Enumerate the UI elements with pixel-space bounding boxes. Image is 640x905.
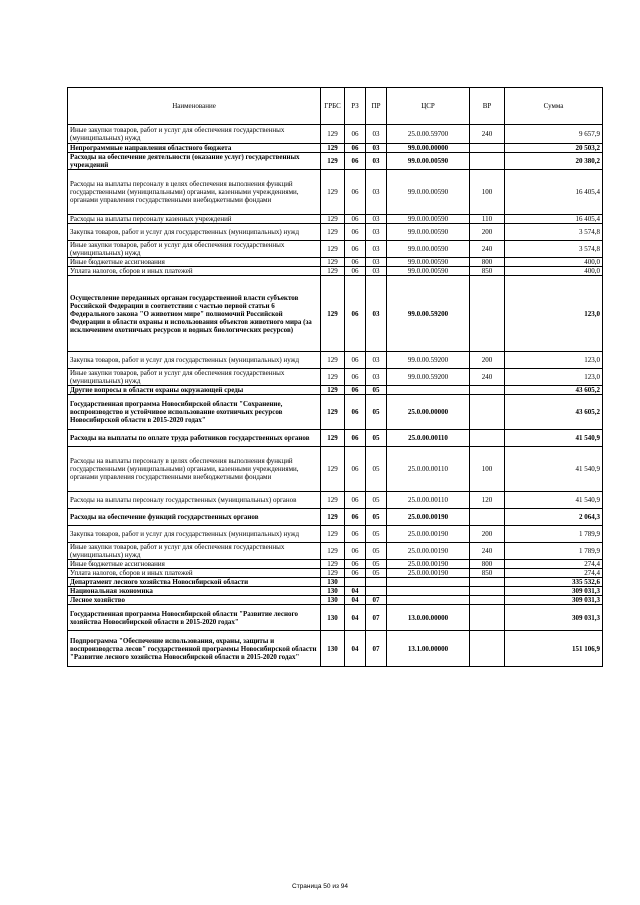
cell-vr	[470, 631, 505, 667]
cell-name: Расходы на выплаты персоналу казенных учреждений	[68, 215, 321, 224]
cell-name: Уплата налогов, сборов и иных платежей	[68, 569, 321, 578]
cell-sum: 41 540,9	[505, 430, 603, 447]
cell-sum: 16 405,4	[505, 170, 603, 215]
cell-pr: 03	[366, 369, 387, 386]
cell-grbs: 129	[321, 526, 345, 543]
table-row	[68, 509, 603, 526]
cell-grbs: 129	[321, 386, 345, 395]
cell-grbs: 129	[321, 153, 345, 170]
cell-grbs: 130	[321, 605, 345, 631]
cell-pr: 05	[366, 509, 387, 526]
cell-name: Другие вопросы в области охраны окружающей среды	[68, 386, 321, 395]
cell-vr: 240	[470, 241, 505, 258]
cell-grbs: 129	[321, 395, 345, 430]
cell-rz: 06	[345, 543, 366, 560]
cell-pr: 05	[366, 526, 387, 543]
cell-name: Расходы на выплаты персоналу в целях обеспечения выполнения функций государственными (муниципальными) органами, казенными учреждениями, органами управления государственными внебюджетными фондами	[68, 170, 321, 215]
cell-pr: 03	[366, 267, 387, 276]
cell-name: Закупка товаров, работ и услуг для государственных (муниципальных) нужд	[68, 526, 321, 543]
cell-csr: 25.0.00.59700	[387, 125, 470, 144]
cell-name: Лесное хозяйство	[68, 596, 321, 605]
cell-grbs: 129	[321, 125, 345, 144]
cell-name: Расходы на обеспечение функций государственных органов	[68, 509, 321, 526]
cell-vr: 800	[470, 560, 505, 569]
cell-vr: 200	[470, 352, 505, 369]
table-row	[68, 386, 603, 395]
cell-csr	[387, 587, 470, 596]
cell-name: Непрограммные направления областного бюджета	[68, 144, 321, 153]
table-row	[68, 605, 603, 631]
table-row	[68, 352, 603, 369]
cell-vr: 850	[470, 569, 505, 578]
cell-rz: 06	[345, 276, 366, 352]
cell-rz: 06	[345, 125, 366, 144]
cell-rz: 06	[345, 153, 366, 170]
cell-csr	[387, 386, 470, 395]
cell-grbs: 129	[321, 258, 345, 267]
cell-rz: 06	[345, 224, 366, 241]
cell-csr: 25.0.00.00190	[387, 543, 470, 560]
cell-name: Расходы на выплаты персоналу государственных (муниципальных) органов	[68, 492, 321, 509]
cell-pr	[366, 587, 387, 596]
cell-grbs: 129	[321, 267, 345, 276]
cell-sum: 43 605,2	[505, 386, 603, 395]
table-row	[68, 578, 603, 587]
cell-csr: 99.0.00.00000	[387, 144, 470, 153]
header-sum: Сумма	[505, 88, 603, 125]
cell-name: Иные бюджетные ассигнования	[68, 560, 321, 569]
cell-rz: 06	[345, 492, 366, 509]
cell-pr: 05	[366, 430, 387, 447]
cell-name: Иные закупки товаров, работ и услуг для обеспечения государственных (муниципальных) нужд	[68, 241, 321, 258]
cell-vr	[470, 605, 505, 631]
cell-name: Департамент лесного хозяйства Новосибирской области	[68, 578, 321, 587]
cell-csr: 99.0.00.00590	[387, 153, 470, 170]
header-vr: ВР	[470, 88, 505, 125]
cell-name: Национальная экономика	[68, 587, 321, 596]
cell-pr: 03	[366, 241, 387, 258]
cell-vr	[470, 276, 505, 352]
cell-vr	[470, 430, 505, 447]
cell-rz: 06	[345, 386, 366, 395]
cell-rz: 06	[345, 267, 366, 276]
cell-csr: 99.0.00.59200	[387, 369, 470, 386]
cell-rz: 06	[345, 258, 366, 267]
cell-grbs: 130	[321, 631, 345, 667]
cell-rz: 06	[345, 447, 366, 492]
cell-csr: 99.0.00.00590	[387, 258, 470, 267]
cell-rz: 06	[345, 526, 366, 543]
cell-sum: 123,0	[505, 352, 603, 369]
cell-vr	[470, 587, 505, 596]
cell-sum: 20 503,2	[505, 144, 603, 153]
cell-grbs: 129	[321, 543, 345, 560]
cell-vr	[470, 596, 505, 605]
cell-grbs: 129	[321, 241, 345, 258]
table-row	[68, 369, 603, 386]
cell-pr: 03	[366, 215, 387, 224]
cell-pr: 05	[366, 395, 387, 430]
cell-vr: 240	[470, 369, 505, 386]
budget-table	[67, 87, 603, 667]
cell-grbs: 129	[321, 352, 345, 369]
cell-sum: 2 064,3	[505, 509, 603, 526]
cell-pr: 03	[366, 170, 387, 215]
cell-pr: 03	[366, 352, 387, 369]
cell-csr: 99.0.00.00590	[387, 241, 470, 258]
cell-csr: 25.0.00.00110	[387, 492, 470, 509]
cell-pr: 07	[366, 596, 387, 605]
cell-pr: 05	[366, 386, 387, 395]
cell-name: Государственная программа Новосибирской области "Сохранение, воспроизводство и устойчивое использование охотничьих ресурсов Новосибирской области в 2015-2020 годах"	[68, 395, 321, 430]
cell-vr: 100	[470, 170, 505, 215]
cell-vr: 200	[470, 224, 505, 241]
cell-name: Осуществление переданных органам государственной власти субъектов Российской Федерации в соответствии с частью первой статьи 6 Федерального закона "О животном мире" полномочий Российской Федерации в области охраны и использования объектов животного мира (за исключением охотничьих ресурсов и водных биологических ресурсов)	[68, 276, 321, 352]
cell-name: Закупка товаров, работ и услуг для государственных (муниципальных) нужд	[68, 352, 321, 369]
cell-sum: 400,0	[505, 258, 603, 267]
cell-vr	[470, 578, 505, 587]
cell-pr: 05	[366, 560, 387, 569]
cell-csr: 25.0.00.00110	[387, 447, 470, 492]
cell-csr: 99.0.00.59200	[387, 352, 470, 369]
cell-pr: 03	[366, 153, 387, 170]
cell-rz: 06	[345, 369, 366, 386]
header-name: Наименование	[68, 88, 321, 125]
cell-rz: 06	[345, 241, 366, 258]
cell-rz: 06	[345, 430, 366, 447]
cell-csr: 99.0.00.00590	[387, 170, 470, 215]
cell-grbs: 129	[321, 276, 345, 352]
table-row	[68, 596, 603, 605]
cell-grbs: 129	[321, 447, 345, 492]
table-row	[68, 258, 603, 267]
table-row	[68, 224, 603, 241]
cell-csr: 99.0.00.00590	[387, 267, 470, 276]
cell-vr	[470, 144, 505, 153]
cell-rz: 06	[345, 144, 366, 153]
table-row	[68, 267, 603, 276]
cell-sum: 1 789,9	[505, 526, 603, 543]
table-row	[68, 153, 603, 170]
cell-name: Подпрограмма "Обеспечение использования, охраны, защиты и воспроизводства лесов" государственной программы Новосибирской области "Развитие лесного хозяйства Новосибирской области в 2015-2020 годах"	[68, 631, 321, 667]
cell-vr: 200	[470, 526, 505, 543]
cell-sum: 274,4	[505, 569, 603, 578]
cell-name: Расходы на обеспечение деятельности (оказание услуг) государственных учреждений	[68, 153, 321, 170]
cell-csr: 25.0.00.00190	[387, 509, 470, 526]
table-row	[68, 560, 603, 569]
cell-csr	[387, 596, 470, 605]
cell-name: Иные закупки товаров, работ и услуг для обеспечения государственных (муниципальных) нужд	[68, 125, 321, 144]
cell-csr: 13.1.00.00000	[387, 631, 470, 667]
cell-vr: 850	[470, 267, 505, 276]
cell-csr: 99.0.00.00590	[387, 224, 470, 241]
cell-grbs: 129	[321, 569, 345, 578]
cell-name: Расходы на выплаты по оплате труда работников государственных органов	[68, 430, 321, 447]
cell-sum: 3 574,8	[505, 241, 603, 258]
cell-sum: 20 380,2	[505, 153, 603, 170]
cell-sum: 309 031,3	[505, 587, 603, 596]
cell-vr: 100	[470, 447, 505, 492]
cell-rz: 06	[345, 215, 366, 224]
cell-rz: 04	[345, 587, 366, 596]
cell-pr: 03	[366, 276, 387, 352]
page-number: Страница 50 из 94	[292, 883, 348, 890]
cell-vr	[470, 395, 505, 430]
cell-grbs: 130	[321, 587, 345, 596]
cell-grbs: 129	[321, 430, 345, 447]
cell-rz: 06	[345, 569, 366, 578]
cell-rz: 06	[345, 352, 366, 369]
cell-pr: 07	[366, 605, 387, 631]
cell-vr	[470, 386, 505, 395]
cell-rz: 06	[345, 170, 366, 215]
header-grbs: ГРБС	[321, 88, 345, 125]
header-rz: РЗ	[345, 88, 366, 125]
cell-vr: 240	[470, 125, 505, 144]
cell-sum: 3 574,8	[505, 224, 603, 241]
table-row	[68, 144, 603, 153]
table-body	[68, 125, 603, 667]
cell-sum: 16 405,4	[505, 215, 603, 224]
cell-pr: 03	[366, 144, 387, 153]
table-row	[68, 241, 603, 258]
cell-rz: 06	[345, 560, 366, 569]
cell-name: Иные закупки товаров, работ и услуг для обеспечения государственных (муниципальных) нужд	[68, 369, 321, 386]
cell-csr: 13.0.00.00000	[387, 605, 470, 631]
cell-grbs: 129	[321, 560, 345, 569]
cell-sum: 9 657,9	[505, 125, 603, 144]
cell-sum: 309 031,3	[505, 605, 603, 631]
cell-pr: 03	[366, 224, 387, 241]
cell-grbs: 129	[321, 509, 345, 526]
header-csr: ЦСР	[387, 88, 470, 125]
cell-name: Государственная программа Новосибирской области "Развитие лесного хозяйства Новосибирской области в 2015-2020 годах"	[68, 605, 321, 631]
table-row	[68, 569, 603, 578]
cell-vr: 240	[470, 543, 505, 560]
table-row	[68, 543, 603, 560]
cell-sum: 1 789,9	[505, 543, 603, 560]
cell-sum: 274,4	[505, 560, 603, 569]
table-row	[68, 492, 603, 509]
cell-name: Расходы на выплаты персоналу в целях обеспечения выполнения функций государственными (муниципальными) органами, казенными учреждениями, органами управления государственными внебюджетными фондами	[68, 447, 321, 492]
cell-csr: 25.0.00.00190	[387, 560, 470, 569]
cell-csr: 25.0.00.00110	[387, 430, 470, 447]
cell-grbs: 129	[321, 215, 345, 224]
table-row	[68, 526, 603, 543]
table-row	[68, 395, 603, 430]
cell-name: Уплата налогов, сборов и иных платежей	[68, 267, 321, 276]
table-row	[68, 430, 603, 447]
cell-pr: 05	[366, 543, 387, 560]
cell-csr: 25.0.00.00190	[387, 526, 470, 543]
cell-name: Закупка товаров, работ и услуг для государственных (муниципальных) нужд	[68, 224, 321, 241]
table-row	[68, 631, 603, 667]
cell-csr: 99.0.00.00590	[387, 215, 470, 224]
cell-rz: 06	[345, 395, 366, 430]
cell-pr: 05	[366, 492, 387, 509]
cell-pr: 03	[366, 125, 387, 144]
cell-pr: 03	[366, 258, 387, 267]
cell-rz	[345, 578, 366, 587]
cell-vr: 110	[470, 215, 505, 224]
cell-vr: 120	[470, 492, 505, 509]
cell-grbs: 129	[321, 492, 345, 509]
cell-rz: 06	[345, 509, 366, 526]
cell-grbs: 130	[321, 578, 345, 587]
cell-vr: 800	[470, 258, 505, 267]
table-row	[68, 447, 603, 492]
cell-sum: 41 540,9	[505, 492, 603, 509]
cell-grbs: 129	[321, 224, 345, 241]
header-pr: ПР	[366, 88, 387, 125]
cell-grbs: 129	[321, 170, 345, 215]
cell-csr: 99.0.00.59200	[387, 276, 470, 352]
cell-sum: 123,0	[505, 276, 603, 352]
cell-name: Иные закупки товаров, работ и услуг для обеспечения государственных (муниципальных) нужд	[68, 543, 321, 560]
cell-grbs: 129	[321, 144, 345, 153]
table-row	[68, 215, 603, 224]
table-row	[68, 125, 603, 144]
cell-grbs: 129	[321, 369, 345, 386]
cell-rz: 04	[345, 605, 366, 631]
table-row	[68, 276, 603, 352]
cell-sum: 41 540,9	[505, 447, 603, 492]
cell-pr: 05	[366, 447, 387, 492]
cell-csr	[387, 578, 470, 587]
cell-vr	[470, 153, 505, 170]
cell-rz: 04	[345, 631, 366, 667]
cell-sum: 43 605,2	[505, 395, 603, 430]
cell-sum: 309 031,3	[505, 596, 603, 605]
cell-sum: 123,0	[505, 369, 603, 386]
cell-sum: 400,0	[505, 267, 603, 276]
cell-vr	[470, 509, 505, 526]
cell-sum: 151 106,9	[505, 631, 603, 667]
cell-name: Иные бюджетные ассигнования	[68, 258, 321, 267]
table-row	[68, 170, 603, 215]
cell-grbs: 130	[321, 596, 345, 605]
cell-csr: 25.0.00.00190	[387, 569, 470, 578]
cell-pr	[366, 578, 387, 587]
cell-sum: 335 532,6	[505, 578, 603, 587]
cell-rz: 04	[345, 596, 366, 605]
table-row	[68, 587, 603, 596]
cell-csr: 25.0.00.00000	[387, 395, 470, 430]
cell-pr: 05	[366, 569, 387, 578]
table-header-row	[68, 88, 603, 125]
cell-pr: 07	[366, 631, 387, 667]
